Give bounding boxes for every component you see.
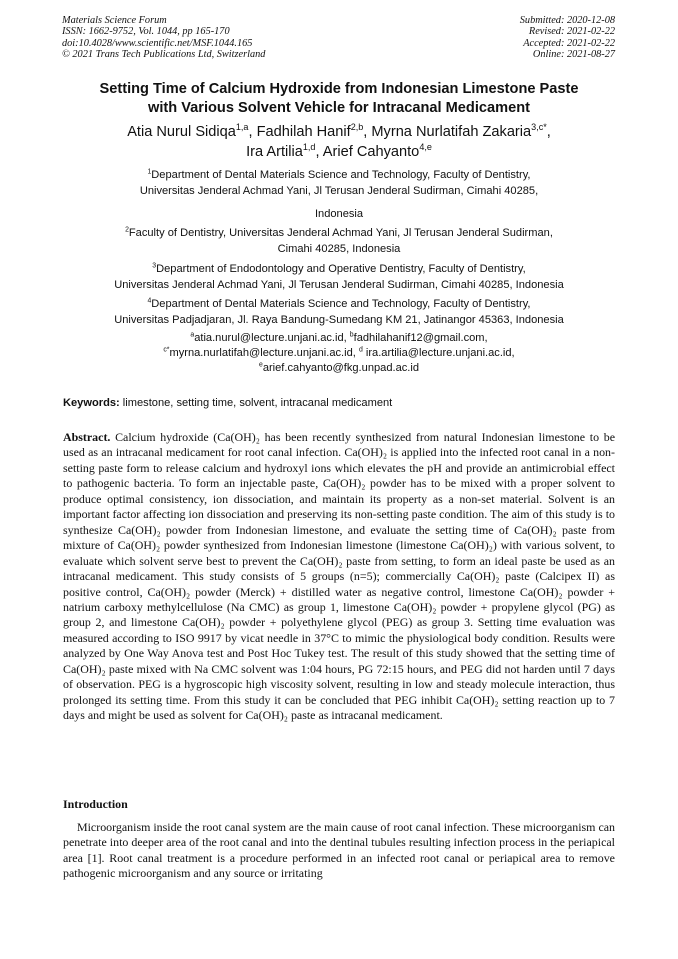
issn-volume: ISSN: 1662-9752, Vol. 1044, pp 165-170 xyxy=(62,26,230,38)
email-mark: b xyxy=(349,331,354,339)
email-address: atia.nurul@lecture.unjani.ac.id, xyxy=(194,332,350,344)
affiliation-line: Universitas Jenderal Achmad Yani, Jl Terusan Jenderal Sudirman, Cimahi 40285, xyxy=(139,185,539,197)
affiliation-line: Department of Endodontology and Operative Dentistry, Faculty of Dentistry, xyxy=(156,263,526,275)
author-name: Arief Cahyanto xyxy=(322,144,420,160)
author-mark: 2,b xyxy=(350,122,364,133)
section-heading: Introduction xyxy=(63,797,128,811)
email-mark: a xyxy=(190,331,195,339)
affiliation-number: 3 xyxy=(152,262,157,270)
keywords xyxy=(63,396,615,410)
email-address: myrna.nurlatifah@lecture.unjani.ac.id, xyxy=(169,347,359,359)
author-name: Fadhilah Hanif xyxy=(256,124,351,140)
title-line: with Various Solvent Vehicle for Intracanal Medicament xyxy=(148,99,530,116)
email-address: arief.cahyanto@fkg.unpad.ac.id xyxy=(262,362,420,374)
keywords-text: limestone, setting time, solvent, intracanal medicament xyxy=(119,397,393,409)
affiliation xyxy=(60,167,618,222)
title-line: Setting Time of Calcium Hydroxide from Indonesian Limestone Paste xyxy=(99,81,579,97)
journal-name: Materials Science Forum xyxy=(62,15,167,26)
affiliation xyxy=(60,296,618,328)
author-separator: , xyxy=(363,124,372,140)
author-separator: , xyxy=(248,124,257,140)
author-mark: 1,a xyxy=(235,122,249,133)
introduction-text: Microorganism inside the root canal system are the main cause of root canal infection. These microorganism can penetrate into deeper area of the root canal and into the dentinal tubules resulting infection process in the periapical area [1]. Root canal treatment is a procedure performed in an infected root canal or periapical area to remove pathogenic microorganism and any source or irritating xyxy=(63,820,616,881)
author-name: Ira Artilia xyxy=(246,144,303,160)
affiliation xyxy=(60,261,618,293)
author-name: Atia Nurul Sidiqa xyxy=(127,124,236,140)
abstract-text: Calcium hydroxide (Ca(OH)₂ has been recently synthesized from natural Indonesian limestone to be used as an intracanal medicament for root canal infection. Ca(OH)₂ is applied into the infected root canal in a non-setting paste form to release calcium and hydroxyl ions which elevates the pH and provide an antimicrobial effect to pathogenic bacteria. To form an injectable paste, Ca(OH)₂ powder has to be mixed with a proper solvent to produce optimal consistency, ion dissociation, and maintain its property as a non-set material. Solvent is an important factor affecting ion dissociation and preserving its non-setting paste condition. The aim of this study is to synthesize Ca(OH)₂ powder from Indonesian limestone, and evaluate the setting time of Ca(OH)₂ paste from mixture of Ca(OH)₂ powder synthesized from Indonesian limestone (limestone Ca(OH)₂) with various solvent, to evaluate which solvent serve best to prevent the Ca(OH)₂ paste from setting, to form an ideal paste be used as an intracanal medicament. This study consists of 5 groups (n=5); commercially Ca(OH)₂ paste (Calcipex II) as positive control, Ca(OH)₂ powder (Merck) + distilled water as negative control, limestone Ca(OH)₂ powder + natrium carboxy methylcellulose (Na CMC) as group 1, limestone Ca(OH)₂ powder + propylene glycol (PG) as group 2, and limestone Ca(OH)₂ powder + polyethylene glycol (PEG) as group 3. Setting time evaluation was measured according to ISO 9917 by vicat needle in 37°C to mimic the physiological body condition. Results were analyzed by One Way Anova test and Post Hoc Tukey test. The result of this study showed that the setting time of Ca(OH)₂ paste mixed with Na CMC solvent was 1:04 hours, PG 72:15 hours, and PEG did not harden until 7 days of observation. PEG is a hygroscopic high viscosity solvent, resulting in low and steady molecule interaction, thus prolonged its setting time. From this study it can be concluded that PEG inhibit Ca(OH)₂ setting reaction up to 7 days and might be used as solvent for Ca(OH)₂ paste as intracanal medicament. xyxy=(63,430,615,723)
affiliation-line: Department of Dental Materials Science and Technology, Faculty of Dentistry, xyxy=(151,298,531,310)
author-emails xyxy=(60,331,618,376)
author-list xyxy=(60,122,618,162)
email-mark: d xyxy=(358,346,363,354)
author-mark: 3,c* xyxy=(531,122,547,133)
affiliation-line: Cimahi 40285, Indonesia xyxy=(277,243,401,255)
journal-info xyxy=(62,15,265,61)
author-name: Myrna Nurlatifah Zakaria xyxy=(371,124,532,140)
accepted-date: Accepted: 2021-02-22 xyxy=(523,37,615,49)
email-mark: c* xyxy=(163,346,170,354)
affiliation-line: Universitas Jenderal Achmad Yani, Jl Terusan Jenderal Sudirman, Cimahi 40285, Indonesia xyxy=(114,279,564,291)
abstract xyxy=(63,430,615,724)
doi: doi:10.4028/www.scientific.net/MSF.1044.165 xyxy=(62,37,253,49)
author-mark: 4,e xyxy=(419,142,432,153)
email-address: fadhilahanif12@gmail.com, xyxy=(353,332,488,344)
email-address: ira.artilia@lecture.unjani.ac.id, xyxy=(362,347,515,359)
revised-date: Revised: 2021-02-22 xyxy=(528,26,615,38)
author-mark: 1,d xyxy=(302,142,316,153)
affiliation-number: 1 xyxy=(147,168,152,176)
copyright: © 2021 Trans Tech Publications Ltd, Switzerland xyxy=(62,49,266,61)
affiliation-number: 4 xyxy=(147,297,152,305)
affiliation-line: Department of Dental Materials Science and Technology, Faculty of Dentistry, xyxy=(151,169,531,181)
affiliation-line: Universitas Padjadjaran, Jl. Raya Bandung-Sumedang KM 21, Jatinangor 45363, Indonesia xyxy=(114,314,564,326)
submitted-date: Submitted: 2020-12-08 xyxy=(519,15,615,26)
online-date: Online: 2021-08-27 xyxy=(532,49,615,61)
email-mark: e xyxy=(258,361,263,369)
keywords-label: Keywords: xyxy=(63,397,120,409)
affiliation-number: 2 xyxy=(125,226,129,234)
author-separator: , xyxy=(546,124,551,140)
affiliation xyxy=(60,225,618,257)
publication-dates xyxy=(520,15,615,61)
abstract-label: Abstract. xyxy=(63,430,111,444)
affiliation-line: Faculty of Dentistry, Universitas Jenderal Achmad Yani, Jl Terusan Jenderal Sudirman, xyxy=(128,227,553,239)
affiliation-line: Indonesia xyxy=(314,208,364,220)
paper-title xyxy=(60,80,618,117)
author-separator: , xyxy=(315,144,323,160)
